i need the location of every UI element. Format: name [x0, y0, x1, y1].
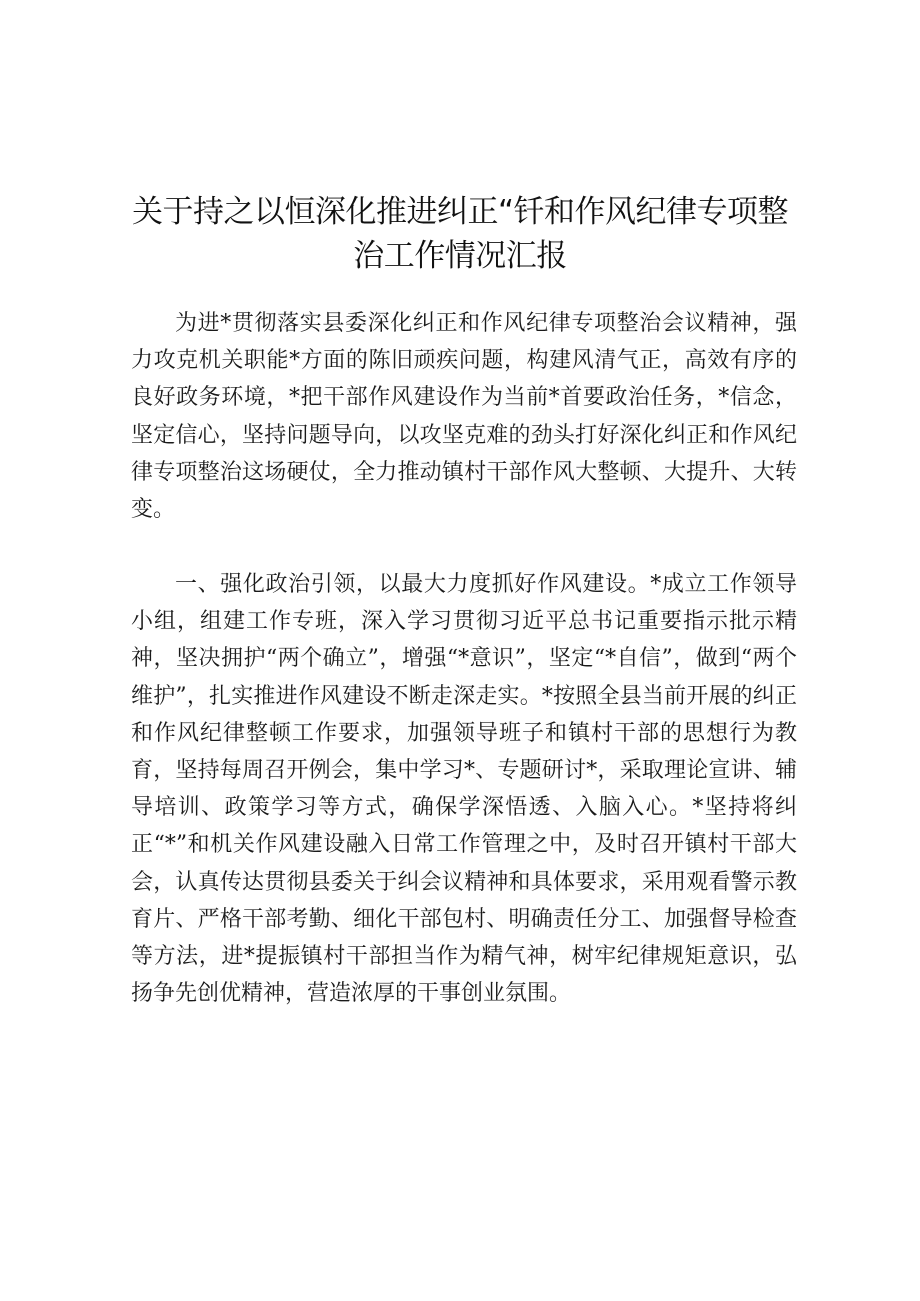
document-title: 关于持之以恒深化推进纠正“钎和作风纪律专项整治工作情况汇报 — [131, 194, 789, 274]
paragraph-intro: 为进*贯彻落实县委深化纠正和作风纪律专项整治会议精神，强力攻克机关职能*方面的陈旧顽疾问题，构建风清气正，高效有序的良好政务环境，*把干部作风建设作为当前*首要政治任务，*信念，坚定信心，坚持问题导向，以攻坚克难的劲头打好深化纠正和作风纪律专项整治这场硬仗，全力推动镇村干部作风大整顿、大提升、大转变。 — [131, 311, 797, 523]
paragraph-section-1: 一、强化政治引领，以最大力度抓好作风建设。*成立工作领导小组，组建工作专班，深入学习贯彻习近平总书记重要指示批示精神，坚决拥护“两个确立”，增强“*意识”，坚定“*自信”，做到“两个维护”，扎实推进作风建设不断走深走实。*按照全县当前开展的纠正和作风纪律整顿工作要求，加强领导班子和镇村干部的思想行为教育，坚持每周召开例会，集中学习*、专题研讨*，采取理论宣讲、辅导培训、政策学习等方式，确保学深悟透、入脑入心。*坚持将纠正“*”和机关作风建设融入日常工作管理之中，及时召开镇村干部大会，认真传达贯彻县委关于纠会议精神和具体要求，采用观看警示教育片、严格干部考勤、细化干部包村、明确责任分工、加强督导检查等方法，进*提振镇村干部担当作为精气神，树牢纪律规矩意识，弘扬争先创优精神，营造浓厚的干事创业氛围。 — [131, 572, 797, 1007]
